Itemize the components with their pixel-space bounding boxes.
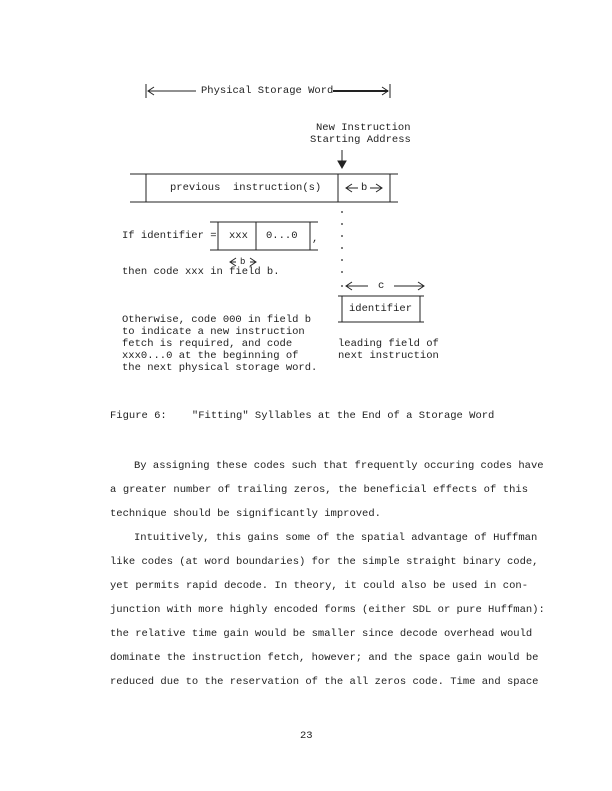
b-field-label: b	[361, 182, 368, 194]
body-line: like codes (at word boundaries) for the simple straight binary code,	[110, 556, 539, 568]
next-instruction-label: next instruction	[338, 350, 439, 362]
leading-field-label: leading field of	[338, 338, 439, 350]
otherwise-line: the next physical storage word.	[122, 362, 318, 374]
body-line: dominate the instruction fetch, however; and the space gain would be	[110, 652, 539, 664]
body-line: By assigning these codes such that frequently occuring codes have	[134, 460, 544, 472]
dotted-guide	[341, 211, 343, 287]
otherwise-line: fetch is required, and code	[122, 338, 293, 350]
otherwise-line: to indicate a new instruction	[122, 326, 305, 338]
body-line: Intuitively, this gains some of the spatial advantage of Huffman	[134, 532, 538, 544]
body-line: yet permits rapid decode. In theory, it could also be used in con-	[110, 580, 528, 592]
body-line: reduced due to the reservation of the all zeros code. Time and space	[110, 676, 539, 688]
body-line: junction with more highly encoded forms (either SDL or pure Huffman):	[110, 604, 545, 616]
otherwise-line: xxx0...0 at the beginning of	[122, 350, 299, 362]
then-code-label: then code xxx in field b.	[122, 266, 280, 278]
new-instruction-label: New Instruction	[316, 122, 411, 134]
previous-instructions-label: previous instruction(s)	[170, 182, 322, 194]
xxx-field: xxx	[229, 230, 248, 242]
body-line: a greater number of trailing zeros, the beneficial effects of this	[110, 484, 528, 496]
figure-caption: Figure 6: "Fitting" Syllables at the End of a Storage Word	[110, 410, 495, 422]
body-line: technique should be significantly improved.	[110, 508, 381, 520]
storage-word-label: Physical Storage Word	[201, 85, 334, 97]
zeros-field: 0...0	[266, 230, 298, 242]
c-label: c	[378, 280, 385, 292]
b-under-label: b	[240, 257, 246, 267]
starting-address-label: Starting Address	[310, 134, 411, 146]
body-line: the relative time gain would be smaller since decode overhead would	[110, 628, 533, 640]
otherwise-line: Otherwise, code 000 in field b	[122, 314, 312, 326]
if-identifier-label: If identifier =	[122, 230, 217, 242]
comma: ,	[312, 233, 319, 245]
identifier-box-label: identifier	[349, 303, 413, 315]
page-number: 23	[300, 730, 313, 742]
